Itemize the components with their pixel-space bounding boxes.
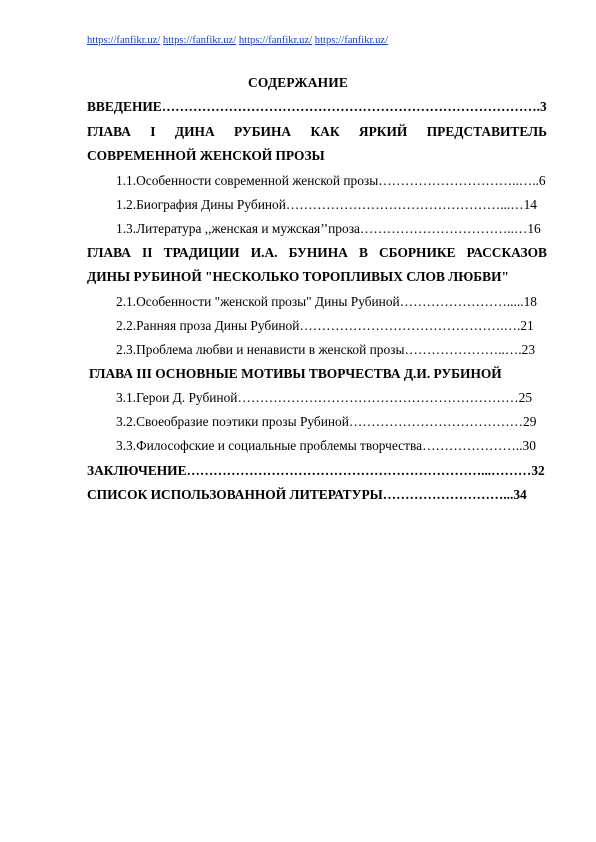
chapter2-word: ГЛАВА <box>87 245 131 260</box>
chapter1-word: КАК <box>310 124 340 139</box>
toc-references[interactable]: СПИСОК ИСПОЛЬЗОВАННОЙ ЛИТЕРАТУРЫ………………………...34 <box>87 487 527 502</box>
chapter1-word: I <box>150 124 156 139</box>
chapter2-word: БУНИНА <box>288 245 348 260</box>
toc-section-3-2[interactable]: 3.2.Своеобразие поэтики прозы Рубиной…………………………………29 <box>116 414 537 429</box>
chapter2-word: РАССКАЗОВ <box>466 245 547 260</box>
chapter2-word: В <box>358 245 368 260</box>
chapter1-title-line2[interactable]: СОВРЕМЕННОЙ ЖЕНСКОЙ ПРОЗЫ <box>87 148 325 163</box>
toc-section-1-1[interactable]: 1.1.Особенности современной женской прозы…………………………..…..6 <box>116 173 546 188</box>
chapter2-title-line1[interactable] <box>87 245 547 261</box>
chapter1-word: ДИНА <box>174 124 215 139</box>
chapter2-word: И.А. <box>250 245 278 260</box>
chapter2-title-line2[interactable]: ДИНЫ РУБИНОЙ "НЕСКОЛЬКО ТОРОПЛИВЫХ СЛОВ ЛЮБВИ" <box>87 269 509 284</box>
toc-section-3-3[interactable]: 3.3.Философские и социальные проблемы творчества…………………..30 <box>116 438 536 453</box>
toc-title: СОДЕРЖАНИЕ <box>248 75 348 90</box>
header-link-4[interactable]: https://fanfikr.uz/ <box>314 35 389 46</box>
toc-section-2-1[interactable]: 2.1.Особенности "женской прозы" Дины Рубиной…………………….....18 <box>116 294 537 309</box>
toc-conclusion[interactable]: ЗАКЛЮЧЕНИЕ…………………………………………………………...………32 <box>87 463 545 478</box>
chapter1-word: ЯРКИЙ <box>358 124 408 139</box>
chapter3-title[interactable]: ГЛАВА III ОСНОВНЫЕ МОТИВЫ ТВОРЧЕСТВА Д.И. РУБИНОЙ <box>89 366 502 381</box>
chapter2-word: СБОРНИКЕ <box>379 245 456 260</box>
toc-intro[interactable]: ВВЕДЕНИЕ………………………………………………………………………….3 <box>87 99 547 114</box>
toc-section-3-1[interactable]: 3.1.Герои Д. Рубиной………………………………………………………25 <box>116 390 533 405</box>
chapter2-word: ТРАДИЦИИ <box>163 245 240 260</box>
chapter1-title-line1[interactable] <box>87 124 547 140</box>
header-links <box>87 35 388 46</box>
header-link-3[interactable]: https://fanfikr.uz/ <box>238 35 313 46</box>
toc-section-2-2[interactable]: 2.2.Ранняя проза Дины Рубиной……………………………………….….21 <box>116 318 534 333</box>
toc-section-2-3[interactable]: 2.3.Проблема любви и ненависти в женской прозы…………………..….23 <box>116 342 536 357</box>
chapter1-word: РУБИНА <box>234 124 292 139</box>
chapter2-word: II <box>142 245 153 260</box>
chapter1-word: ГЛАВА <box>87 124 131 139</box>
toc-section-1-3[interactable]: 1.3.Литература ,,женская и мужская’’проза……………………………..…16 <box>116 221 541 236</box>
toc-section-1-2[interactable]: 1.2.Биография Дины Рубиной…………………………………………...…14 <box>116 197 537 212</box>
chapter1-word: ПРЕДСТАВИТЕЛЬ <box>426 124 547 139</box>
header-link-1[interactable]: https://fanfikr.uz/ <box>87 35 161 46</box>
header-link-2[interactable]: https://fanfikr.uz/ <box>162 35 237 46</box>
